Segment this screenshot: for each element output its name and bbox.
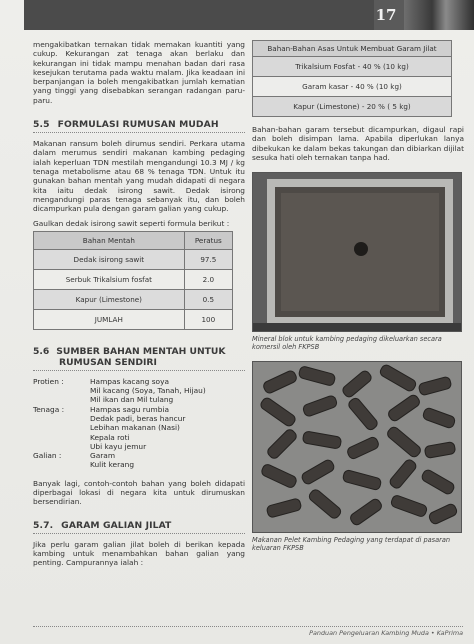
list-item: Kepala roti bbox=[90, 432, 130, 442]
table-cell: 0.5 bbox=[184, 289, 232, 309]
table-row bbox=[34, 289, 233, 309]
table-header-percent: Peratus bbox=[184, 231, 232, 249]
section-5-7-heading bbox=[33, 520, 245, 534]
table-cell: 100 bbox=[184, 309, 232, 329]
section-5-5-heading bbox=[33, 119, 245, 133]
right-paragraph: Bahan-bahan garam tersebut dicampurkan, digaul rapi dan boleh disimpan lama. Apabila diperlukan lanya dibekukan ke dalam bekas takungan dan dibiarkan dijilat sesuka hati oleh ternakan tanpa had. bbox=[252, 125, 464, 162]
header-bar-dark bbox=[24, 0, 374, 30]
mineral-block-photo bbox=[252, 172, 462, 332]
right-column bbox=[252, 40, 464, 552]
pellet-feed-image bbox=[253, 362, 462, 533]
list-item: Dedak padi, beras hancur bbox=[90, 413, 186, 423]
table-header-material: Bahan Mentah bbox=[34, 231, 185, 249]
list-item: Hampas kacang soya bbox=[90, 376, 169, 386]
mineral-block-image bbox=[253, 173, 462, 332]
photo1-caption: Mineral blok untuk kambing pedaging dikeluarkan secara komersil oleh FKPSB bbox=[252, 335, 442, 352]
formula-table bbox=[33, 231, 233, 330]
table-row bbox=[34, 309, 233, 329]
list-item: Ubi kayu jemur bbox=[90, 441, 147, 451]
table-row bbox=[34, 269, 233, 289]
section-5-5-title: FORMULASI RUMUSAN MUDAH bbox=[57, 119, 219, 131]
pellet-feed-photo bbox=[252, 361, 462, 533]
page-number: 17 bbox=[375, 6, 397, 24]
section-5-6-heading bbox=[33, 346, 245, 371]
lick-salt-table bbox=[252, 40, 452, 117]
source-category: Tenaga : bbox=[33, 404, 65, 414]
footer bbox=[33, 626, 463, 638]
table-intro: Gaulkan dedak isirong sawit seperti formula berikut : bbox=[33, 219, 230, 229]
section-5-6-paragraph: Banyak lagi, contoh-contoh bahan yang boleh didapati diperbagai lokasi di negara kita untuk dirumuskan bersendirian. bbox=[33, 478, 245, 507]
lick-salt-table-header: Bahan-Bahan Asas Untuk Membuat Garam Jilat bbox=[253, 41, 452, 57]
table-cell: Dedak isirong sawit bbox=[34, 249, 185, 269]
intro-paragraph: mengakibatkan ternakan tidak memakan kuantiti yang cukup. Kekurangan zat tenaga akan berlaku dan kekurangan ini tidak mampu menahan badan dari rasa kesejukan terutama pada waktu malam. Jika keadaan ini berpanjangan ia boleh mengakibatkan jumlah kematian yang tinggi yang disebabkan serangan radangan paru-paru. bbox=[33, 40, 245, 105]
table-row bbox=[34, 249, 233, 269]
table-row bbox=[253, 57, 452, 77]
list-item: Mil ikan dan Mil tulang bbox=[90, 395, 174, 405]
left-column bbox=[33, 40, 245, 568]
table-cell: 97.5 bbox=[184, 249, 232, 269]
source-category: Protien : bbox=[33, 376, 64, 386]
photo2-caption: Makanan Pelet Kambing Pedaging yang terdapat di pasaran keluaran FKPSB bbox=[252, 536, 451, 553]
table-row bbox=[253, 77, 452, 97]
list-item: Kulit kerang bbox=[90, 460, 135, 470]
footer-text: Panduan Pengeluaran Kambing Muda • KaPrima bbox=[309, 629, 463, 637]
section-5-5-number: 5.5 bbox=[33, 119, 50, 131]
table-cell: Serbuk Trikalsium fosfat bbox=[34, 269, 185, 289]
source-group-protein bbox=[33, 377, 245, 405]
list-item: Garam bbox=[90, 451, 116, 461]
table-cell: JUMLAH bbox=[34, 309, 185, 329]
table-cell: Trikalsium Fosfat - 40 % (10 kg) bbox=[253, 57, 452, 77]
section-5-7-number: 5.7. bbox=[33, 519, 54, 531]
table-cell: Kapur (Limestone) - 20 % ( 5 kg) bbox=[253, 97, 452, 117]
header-bar bbox=[24, 0, 474, 30]
section-5-6-title-line1: SUMBER BAHAN MENTAH UNTUK bbox=[56, 345, 226, 357]
list-item: Lebihan makanan (Nasi) bbox=[90, 423, 180, 433]
section-5-7-paragraph: Jika perlu garam galian jilat boleh di berikan kepada kambing untuk menambahkan bahan galian yang penting. Campurannya ialah : bbox=[33, 539, 245, 568]
source-category: Galian : bbox=[33, 451, 62, 461]
section-5-7-title: GARAM GALIAN JILAT bbox=[61, 519, 172, 531]
source-group-mineral bbox=[33, 451, 245, 470]
table-cell: Garam kasar - 40 % (10 kg) bbox=[253, 77, 452, 97]
section-5-6-title-line2: RUMUSAN SENDIRI bbox=[33, 357, 245, 371]
section-5-5-paragraph: Makanan ransum boleh dirumus sendiri. Perkara utama dalam merumus sendiri makanan kambing pedaging ialah keperluan TDN mestilah mengandungi 10.3 MJ / kg tenaga metabolisme atau 68 % tenaga TDN. Untuk itu gunakan bahan mentah yang mudah didapati di negara kita iaitu dedak isirong sawit. Dedak isirong mengandungi paras tenaga sebanyak itu, dan boleh dicampurkan pula dengan garam galian yang cukup. bbox=[33, 139, 245, 214]
table-cell: Kapur (Limestone) bbox=[34, 289, 185, 309]
source-group-energy bbox=[33, 405, 245, 451]
table-cell: 2.0 bbox=[184, 269, 232, 289]
list-item: Mil kacang (Soya, Tanah, Hijau) bbox=[90, 386, 206, 396]
table-row bbox=[253, 97, 452, 117]
list-item: Hampas sagu rumbia bbox=[90, 404, 170, 414]
header-photo bbox=[404, 0, 474, 30]
section-5-6-number: 5.6 bbox=[33, 345, 50, 357]
